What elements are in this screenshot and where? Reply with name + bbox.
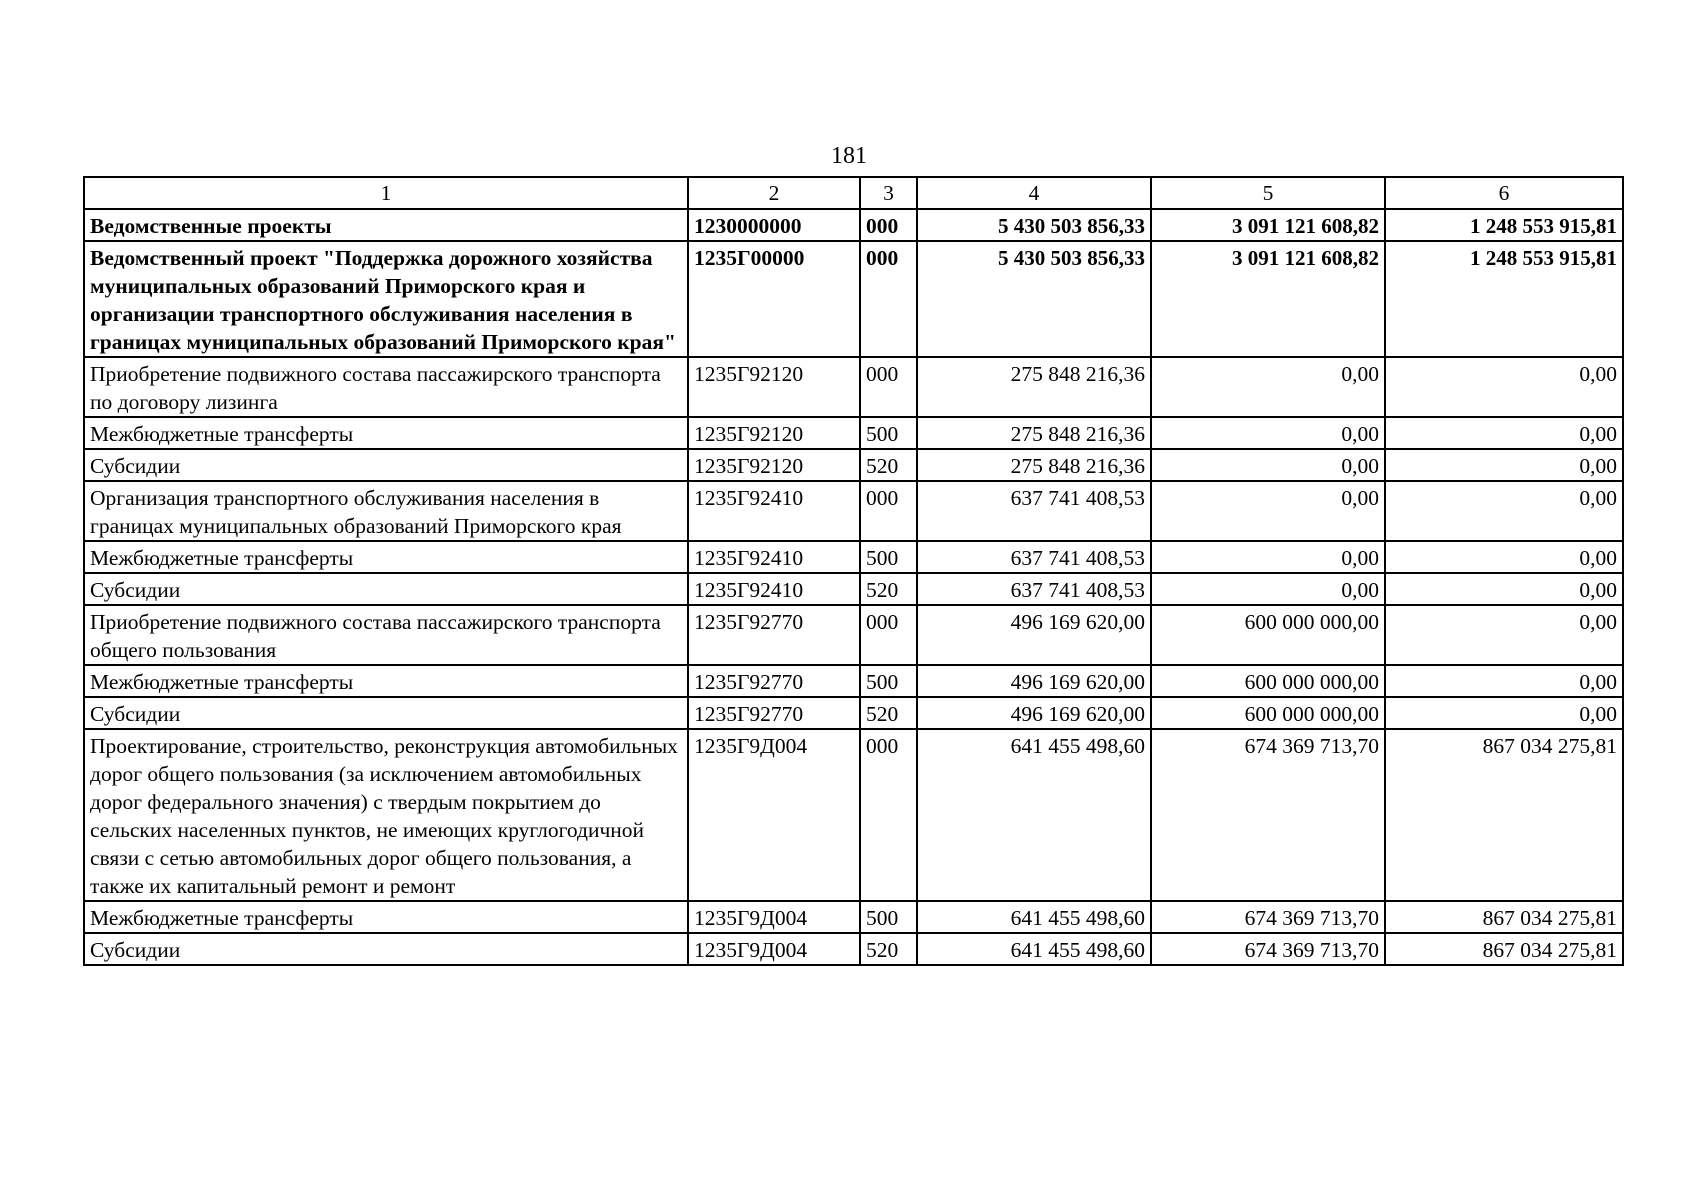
table-row bbox=[84, 729, 1623, 901]
row-vr: 000 bbox=[860, 357, 917, 417]
row-amount-1: 637 741 408,53 bbox=[917, 481, 1151, 541]
row-amount-2: 0,00 bbox=[1151, 417, 1385, 449]
row-amount-2: 0,00 bbox=[1151, 449, 1385, 481]
row-amount-1: 641 455 498,60 bbox=[917, 933, 1151, 965]
table-row bbox=[84, 901, 1623, 933]
row-vr: 500 bbox=[860, 417, 917, 449]
row-amount-3: 867 034 275,81 bbox=[1385, 729, 1623, 901]
row-amount-3: 0,00 bbox=[1385, 357, 1623, 417]
row-amount-2: 674 369 713,70 bbox=[1151, 901, 1385, 933]
row-amount-2: 0,00 bbox=[1151, 357, 1385, 417]
row-code: 1235Г92770 bbox=[688, 665, 860, 697]
table-row bbox=[84, 605, 1623, 665]
row-amount-1: 275 848 216,36 bbox=[917, 357, 1151, 417]
row-code: 1235Г92410 bbox=[688, 573, 860, 605]
table-body bbox=[84, 209, 1623, 965]
row-vr: 000 bbox=[860, 729, 917, 901]
row-name: Межбюджетные трансферты bbox=[84, 901, 688, 933]
row-amount-1: 641 455 498,60 bbox=[917, 901, 1151, 933]
row-amount-3: 867 034 275,81 bbox=[1385, 901, 1623, 933]
row-vr: 520 bbox=[860, 449, 917, 481]
budget-table bbox=[83, 176, 1624, 966]
row-amount-2: 600 000 000,00 bbox=[1151, 605, 1385, 665]
row-amount-2: 674 369 713,70 bbox=[1151, 933, 1385, 965]
row-name: Приобретение подвижного состава пассажирского транспорта общего пользования bbox=[84, 605, 688, 665]
row-vr: 520 bbox=[860, 573, 917, 605]
table-row bbox=[84, 697, 1623, 729]
row-name: Проектирование, строительство, реконструкция автомобильных дорог общего пользования (за исключением автомобильных дорог федерального значения) с твердым покрытием до сельских населенных пунктов, не имеющих круглогодичной связи с сетью автомобильных дорог общего пользования, а также их капитальный ремонт и ремонт bbox=[84, 729, 688, 901]
row-code: 1235Г92410 bbox=[688, 481, 860, 541]
header-cell-1: 1 bbox=[84, 177, 688, 209]
row-amount-3: 0,00 bbox=[1385, 417, 1623, 449]
row-amount-1: 5 430 503 856,33 bbox=[917, 241, 1151, 357]
table-row bbox=[84, 665, 1623, 697]
row-amount-2: 0,00 bbox=[1151, 573, 1385, 605]
header-row bbox=[84, 177, 1623, 209]
row-code: 1235Г92410 bbox=[688, 541, 860, 573]
row-amount-3: 0,00 bbox=[1385, 481, 1623, 541]
row-code: 1235Г92770 bbox=[688, 697, 860, 729]
row-code: 1235Г9Д004 bbox=[688, 933, 860, 965]
row-code: 1235Г9Д004 bbox=[688, 901, 860, 933]
row-name: Межбюджетные трансферты bbox=[84, 541, 688, 573]
row-amount-2: 600 000 000,00 bbox=[1151, 665, 1385, 697]
row-vr: 000 bbox=[860, 605, 917, 665]
row-vr: 000 bbox=[860, 209, 917, 241]
row-amount-3: 0,00 bbox=[1385, 697, 1623, 729]
row-name: Приобретение подвижного состава пассажирского транспорта по договору лизинга bbox=[84, 357, 688, 417]
row-amount-1: 641 455 498,60 bbox=[917, 729, 1151, 901]
row-amount-3: 1 248 553 915,81 bbox=[1385, 209, 1623, 241]
row-vr: 520 bbox=[860, 933, 917, 965]
row-code: 1235Г9Д004 bbox=[688, 729, 860, 901]
row-vr: 500 bbox=[860, 901, 917, 933]
row-amount-1: 496 169 620,00 bbox=[917, 605, 1151, 665]
row-vr: 000 bbox=[860, 241, 917, 357]
table-row bbox=[84, 481, 1623, 541]
row-amount-1: 275 848 216,36 bbox=[917, 417, 1151, 449]
row-code: 1230000000 bbox=[688, 209, 860, 241]
row-name: Ведомственные проекты bbox=[84, 209, 688, 241]
row-amount-2: 0,00 bbox=[1151, 541, 1385, 573]
row-amount-1: 496 169 620,00 bbox=[917, 665, 1151, 697]
row-name: Субсидии bbox=[84, 933, 688, 965]
table-row bbox=[84, 241, 1623, 357]
table-row bbox=[84, 449, 1623, 481]
row-amount-2: 0,00 bbox=[1151, 481, 1385, 541]
row-code: 1235Г00000 bbox=[688, 241, 860, 357]
row-amount-1: 5 430 503 856,33 bbox=[917, 209, 1151, 241]
header-cell-6: 6 bbox=[1385, 177, 1623, 209]
row-amount-3: 0,00 bbox=[1385, 573, 1623, 605]
row-amount-1: 637 741 408,53 bbox=[917, 573, 1151, 605]
row-name: Межбюджетные трансферты bbox=[84, 417, 688, 449]
page-number: 181 bbox=[831, 143, 867, 169]
row-amount-3: 0,00 bbox=[1385, 605, 1623, 665]
row-vr: 500 bbox=[860, 665, 917, 697]
table-row bbox=[84, 541, 1623, 573]
row-name: Субсидии bbox=[84, 449, 688, 481]
row-code: 1235Г92770 bbox=[688, 605, 860, 665]
row-amount-1: 496 169 620,00 bbox=[917, 697, 1151, 729]
row-amount-3: 0,00 bbox=[1385, 541, 1623, 573]
row-amount-2: 3 091 121 608,82 bbox=[1151, 241, 1385, 357]
row-amount-1: 275 848 216,36 bbox=[917, 449, 1151, 481]
table-row bbox=[84, 417, 1623, 449]
row-amount-3: 0,00 bbox=[1385, 449, 1623, 481]
row-vr: 000 bbox=[860, 481, 917, 541]
table-row bbox=[84, 933, 1623, 965]
row-amount-2: 600 000 000,00 bbox=[1151, 697, 1385, 729]
row-amount-3: 867 034 275,81 bbox=[1385, 933, 1623, 965]
row-name: Межбюджетные трансферты bbox=[84, 665, 688, 697]
row-amount-2: 674 369 713,70 bbox=[1151, 729, 1385, 901]
row-code: 1235Г92120 bbox=[688, 417, 860, 449]
row-code: 1235Г92120 bbox=[688, 357, 860, 417]
row-name: Субсидии bbox=[84, 697, 688, 729]
row-amount-1: 637 741 408,53 bbox=[917, 541, 1151, 573]
row-name: Организация транспортного обслуживания населения в границах муниципальных образований Приморского края bbox=[84, 481, 688, 541]
table-row bbox=[84, 357, 1623, 417]
table-row bbox=[84, 573, 1623, 605]
header-cell-4: 4 bbox=[917, 177, 1151, 209]
row-amount-3: 0,00 bbox=[1385, 665, 1623, 697]
row-code: 1235Г92120 bbox=[688, 449, 860, 481]
row-amount-2: 3 091 121 608,82 bbox=[1151, 209, 1385, 241]
row-name: Ведомственный проект "Поддержка дорожного хозяйства муниципальных образований Приморского края и организации транспортного обслуживания населения в границах муниципальных образований Приморского края" bbox=[84, 241, 688, 357]
row-name: Субсидии bbox=[84, 573, 688, 605]
header-cell-3: 3 bbox=[860, 177, 917, 209]
table-row bbox=[84, 209, 1623, 241]
header-cell-5: 5 bbox=[1151, 177, 1385, 209]
row-amount-3: 1 248 553 915,81 bbox=[1385, 241, 1623, 357]
row-vr: 520 bbox=[860, 697, 917, 729]
row-vr: 500 bbox=[860, 541, 917, 573]
header-cell-2: 2 bbox=[688, 177, 860, 209]
